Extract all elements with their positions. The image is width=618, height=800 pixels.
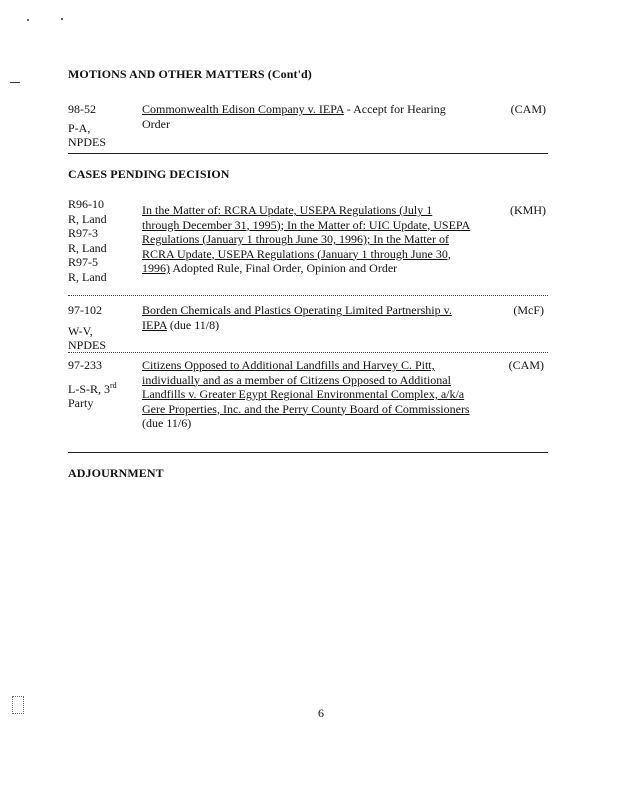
section-heading-pending: CASES PENDING DECISION — [68, 167, 230, 181]
case-caption — [142, 303, 472, 332]
docket-line: R, Land — [68, 269, 107, 284]
section-divider — [68, 153, 548, 154]
case-title-link[interactable]: Borden Chemicals and Plastics Operating Limited Partnership v. IEPA — [142, 303, 452, 332]
entry-divider — [68, 352, 548, 353]
case-title-link[interactable]: Citizens Opposed to Additional Landfills and Harvey C. Pitt, individually and as a member of Citizens Opposed to Additional Landfills v. Greater Egypt Regional Environmental Complex, a/k/a Gere Properties, Inc. and the Perry County Board of Commissioners — [142, 358, 470, 416]
case-caption — [142, 102, 472, 131]
docket-line: R97-3 — [68, 226, 98, 240]
scan-speck — [61, 18, 63, 20]
docket-line: NPDES — [68, 135, 107, 149]
docket-line: L-S-R, 3rd — [68, 380, 117, 396]
case-caption — [142, 358, 472, 431]
scan-speck — [12, 696, 24, 714]
docket-block — [68, 358, 117, 411]
ordinal-suffix: rd — [110, 380, 117, 390]
section-heading-adjournment: ADJOURNMENT — [68, 466, 164, 480]
case-caption-rest: (due 11/8) — [166, 317, 220, 332]
assignee-code: (KMH) — [510, 203, 546, 217]
case-title-link[interactable]: In the Matter of: RCRA Update, USEPA Regulations (July 1 through December 31, 1995); In the Matter of: UIC Update, USEPA Regulations (January 1 through June 30, 1996); In the Matter of RCRA Update, USEPA Regulations (January 1 through June 30, 1996) — [142, 203, 471, 275]
assignee-code: (McF) — [513, 303, 544, 317]
docket-line: 98-52 — [68, 102, 96, 116]
assignee-code: (CAM) — [508, 358, 544, 372]
page-number: 6 — [318, 706, 324, 720]
entry-divider — [68, 295, 548, 296]
docket-line: R, Land — [68, 211, 107, 226]
scan-speck — [10, 82, 20, 83]
docket-line: 97-102 — [68, 303, 102, 317]
docket-line: 97-233 — [68, 358, 102, 372]
docket-line: Party — [68, 396, 94, 410]
case-title-link[interactable]: Commonwealth Edison Company v. IEPA — [142, 102, 344, 116]
docket-line: P-A, — [68, 120, 91, 135]
case-caption-rest: - Accept for Hearing Order — [142, 102, 446, 131]
assignee-code: (CAM) — [510, 102, 546, 116]
scan-speck — [27, 19, 29, 21]
section-divider — [68, 452, 548, 453]
case-caption-rest: (due 11/6) — [142, 416, 192, 430]
docket-block — [68, 197, 107, 284]
docket-line: W-V, — [68, 323, 93, 338]
case-caption — [142, 203, 472, 276]
case-caption-rest: Adopted Rule, Final Order, Opinion and Order — [170, 261, 398, 275]
docket-block — [68, 303, 106, 353]
docket-block — [68, 102, 106, 150]
section-heading-motions: MOTIONS AND OTHER MATTERS (Cont'd) — [68, 67, 312, 81]
docket-line: NPDES — [68, 338, 107, 352]
docket-line: R97-5 — [68, 255, 98, 269]
docket-line: R96-10 — [68, 197, 104, 211]
docket-line: R, Land — [68, 240, 107, 255]
